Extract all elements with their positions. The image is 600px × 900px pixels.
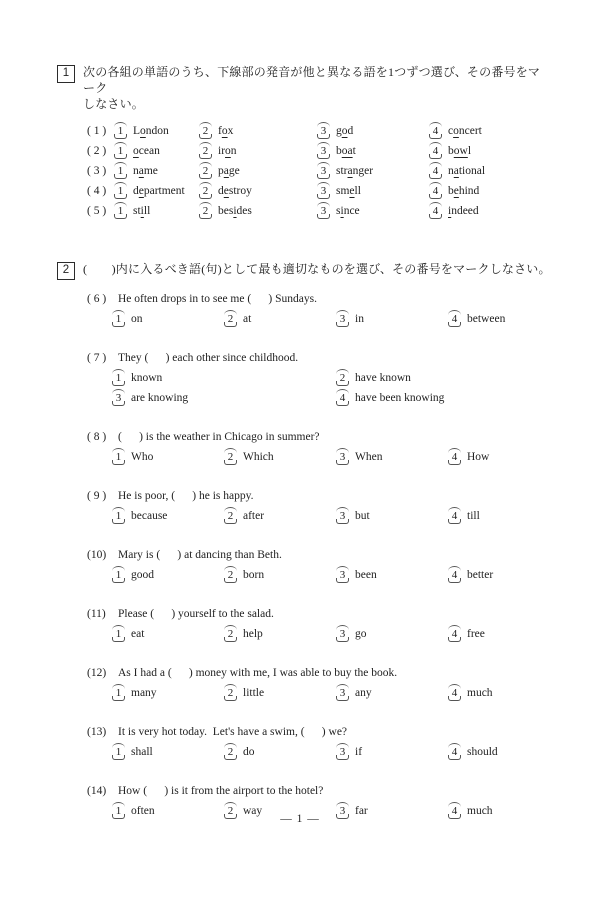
word-prefix: d [218,185,224,197]
question-text: Please ( ) yourself to the salad. [118,608,274,620]
choice-option [113,626,225,642]
choice-word: in [355,313,364,325]
question-sentence [57,291,552,307]
choice-word: do [243,746,255,758]
choice-option [337,685,449,701]
choice-word: many [131,687,157,699]
choice-word: free [467,628,485,640]
question-sentence [57,724,552,740]
question-number: (12) [87,667,107,679]
choice-word [448,205,479,217]
word-prefix: str [336,165,348,177]
choice-option [318,185,430,197]
choice-word: shall [131,746,153,758]
choice-word [336,145,356,157]
choice-option [225,508,337,524]
choice-option [430,145,552,157]
question-sentence [57,350,552,366]
choice-word: often [131,805,155,817]
choice-word: How [467,451,490,463]
word-underlined-part: e [223,185,229,197]
word-prefix: bes [218,205,234,217]
word-suffix: l [467,145,472,157]
question-block [57,429,552,465]
choice-word: at [243,313,252,325]
choice-word: but [355,510,370,522]
choice-number: 2 [225,510,236,522]
word-prefix: p [218,165,224,177]
section-1-pronunciation [57,64,552,225]
choice-word [218,145,237,157]
choice-number: 2 [200,125,211,137]
word-underlined-part: a [138,165,144,177]
choice-option [449,311,552,327]
word-suffix: t [352,145,356,157]
word-suffix: ge [228,165,240,177]
word-underlined-part: o [133,145,139,157]
section2-questions [57,291,552,819]
choice-number: 1 [113,569,124,581]
section-2-fill-in-blank [57,261,552,819]
word-suffix: x [227,125,234,137]
choice-word [133,145,160,157]
choice-word: because [131,510,168,522]
question-sentence [57,429,552,445]
question-number: ( 2 ) [87,145,107,157]
choice-word: go [355,628,367,640]
choice-word [218,165,240,177]
choice-number: 2 [200,205,211,217]
choice-word: way [243,805,263,817]
word-underlined-part: a [347,165,353,177]
choice-word [133,185,185,197]
question-block [57,291,552,327]
word-suffix: tional [458,165,486,177]
choice-number: 1 [113,746,124,758]
word-underlined-part: i [233,205,237,217]
section2-number-box: 2 [57,262,75,280]
choice-number: 4 [337,392,348,404]
word-underlined-part: o [221,125,228,137]
word-prefix: f [218,125,222,137]
question-block [57,724,552,760]
choice-word: have been knowing [355,392,445,404]
pronunciation-row [57,145,552,165]
choice-number: 3 [318,185,329,197]
page-content [57,64,552,842]
section2-instruction: ( )内に入るべき語(句)として最も適切なものを選び、その番号をマークしなさい。 [83,262,551,276]
question-text: He is poor, ( ) he is happy. [118,490,254,502]
choice-option [225,626,337,642]
word-prefix: b [336,145,342,157]
question-text: Mary is ( ) at dancing than Beth. [118,549,282,561]
choice-number: 2 [225,451,236,463]
choice-number: 4 [430,185,441,197]
question-number: ( 1 ) [87,125,107,137]
question-number: (13) [87,726,107,738]
choice-word [336,125,353,137]
choice-number: 4 [430,165,441,177]
choice-option [225,567,337,583]
question-number: ( 3 ) [87,165,107,177]
word-suffix: ll [143,205,151,217]
word-suffix: n [230,145,237,157]
choice-word: When [355,451,383,463]
word-suffix: stroy [228,185,252,197]
choice-number: 4 [449,746,460,758]
word-prefix: d [133,185,139,197]
section1-rows [57,125,552,225]
choice-word [133,205,150,217]
choice-number: 3 [337,628,348,640]
section1-instruction-line2: しなさい。 [83,97,145,111]
choice-word [218,125,233,137]
choice-number: 3 [337,313,348,325]
choice-word: if [355,746,363,758]
choice-word: known [131,372,163,384]
question-block [57,606,552,642]
choice-option [337,311,449,327]
question-number: ( 7 ) [87,352,107,364]
choices-row [57,508,552,524]
section1-header [57,64,552,112]
choices-row [57,626,552,642]
choice-word: help [243,628,263,640]
word-underlined-part: o [225,145,231,157]
choice-option [318,125,430,137]
question-number: (10) [87,549,107,561]
question-number: ( 6 ) [87,293,107,305]
pronunciation-row [57,165,552,185]
word-suffix: partment [143,185,185,197]
choice-number: 2 [225,746,236,758]
choice-number: 3 [318,125,329,137]
choice-option [113,567,225,583]
word-prefix: st [133,205,141,217]
pronunciation-row [57,205,552,225]
word-suffix: ndeed [451,205,479,217]
word-underlined-part: ow [453,145,468,157]
choice-option [337,390,552,406]
choice-number: 1 [115,165,126,177]
section1-instruction [83,64,552,112]
choice-word: till [467,510,480,522]
choice-word: born [243,569,265,581]
choice-word [448,165,485,177]
word-prefix: sm [336,185,350,197]
choices-row [57,370,552,406]
choice-option [113,370,198,386]
choice-option [449,508,552,524]
choice-number: 1 [113,687,124,699]
choice-number: 4 [430,145,441,157]
section2-header [57,261,552,280]
choice-word: much [467,805,493,817]
choice-option [115,185,200,197]
word-underlined-part: e [138,185,144,197]
choice-option [337,449,449,465]
choice-option [337,567,449,583]
choice-option [225,449,337,465]
choice-number: 2 [225,805,236,817]
choice-option [113,311,225,327]
word-underlined-part: i [340,205,344,217]
section1-instruction-line1: 次の各組の単語のうち、下線部の発音が他と異なる語を1つずつ選び、その番号をマーク [83,65,541,95]
choice-word [218,205,252,217]
question-number: (14) [87,785,107,797]
word-prefix: b [448,145,454,157]
word-suffix: cean [138,145,160,157]
word-prefix: L [133,125,141,137]
choice-option [318,165,430,177]
choice-option [115,125,200,137]
word-suffix: ndon [145,125,169,137]
choice-option [200,125,318,137]
choices-row [57,567,552,583]
choice-option [449,449,552,465]
word-suffix: ncert [458,125,482,137]
choice-number: 3 [337,687,348,699]
choice-option [200,165,318,177]
choices-row [57,744,552,760]
question-sentence [57,665,552,681]
word-suffix: nce [343,205,360,217]
choice-number: 2 [200,145,211,157]
choice-number: 1 [113,628,124,640]
choice-word [218,185,252,197]
word-prefix: g [336,125,342,137]
question-number: ( 4 ) [87,185,107,197]
choice-number: 4 [449,313,460,325]
choice-word: much [467,687,493,699]
choice-option [337,508,449,524]
choice-number: 4 [449,451,460,463]
choice-number: 4 [449,569,460,581]
word-suffix: me [143,165,158,177]
word-suffix: nger [352,165,374,177]
choice-number: 2 [200,165,211,177]
choice-option [430,185,552,197]
choice-number: 1 [115,145,126,157]
choice-number: 2 [225,687,236,699]
choice-option [200,185,318,197]
choice-word: between [467,313,506,325]
choice-option [115,145,200,157]
choice-option [225,744,337,760]
pronunciation-row [57,185,552,205]
choice-number: 3 [337,451,348,463]
choice-option [200,205,318,217]
choice-number: 3 [337,805,348,817]
choice-word [133,165,158,177]
word-underlined-part: i [140,205,144,217]
word-prefix: s [336,205,341,217]
question-text: How ( ) is it from the airport to the hotel? [118,785,324,797]
choice-word: Who [131,451,154,463]
choice-option [337,744,449,760]
choice-number: 2 [225,628,236,640]
choice-word: far [355,805,368,817]
choice-option [200,145,318,157]
choice-word: on [131,313,143,325]
choice-option [115,205,200,217]
choice-word: eat [131,628,145,640]
pronunciation-row [57,125,552,145]
section1-number-box: 1 [57,65,75,83]
choice-option [430,205,552,217]
choice-option [318,145,430,157]
choice-number: 1 [115,185,126,197]
choice-option [318,205,430,217]
question-sentence [57,606,552,622]
choice-word: little [243,687,265,699]
choice-word: have known [355,372,411,384]
choice-number: 1 [115,125,126,137]
word-prefix: c [448,125,454,137]
word-prefix: b [448,185,454,197]
choice-number: 3 [113,392,124,404]
word-prefix: n [133,165,139,177]
choice-number: 4 [430,205,441,217]
choice-word: been [355,569,377,581]
question-block [57,665,552,701]
choice-word: after [243,510,265,522]
choice-number: 3 [318,205,329,217]
choice-word: better [467,569,494,581]
word-prefix: n [448,165,454,177]
question-number: ( 9 ) [87,490,107,502]
choice-option [337,370,455,386]
word-underlined-part: i [448,205,452,217]
choices-row [57,449,552,465]
choice-option [430,165,552,177]
choice-word [336,165,373,177]
choice-number: 3 [337,746,348,758]
choice-option [449,685,552,701]
word-underlined-part: e [349,185,355,197]
word-underlined-part: o [453,125,459,137]
choice-word: are knowing [131,392,189,404]
word-underlined-part: oa [341,145,353,157]
choice-number: 3 [337,569,348,581]
choice-number: 1 [113,805,124,817]
choice-number: 2 [337,372,348,384]
word-underlined-part: a [223,165,229,177]
word-underlined-part: o [140,125,146,137]
choice-number: 3 [318,145,329,157]
choice-number: 1 [113,451,124,463]
choice-number: 1 [113,372,124,384]
choice-option [225,685,337,701]
choices-row [57,685,552,701]
choice-word: Which [243,451,274,463]
choice-option [225,311,337,327]
choice-word [448,145,471,157]
choice-number: 4 [449,687,460,699]
choice-number: 2 [225,313,236,325]
choice-number: 4 [449,510,460,522]
choice-option [449,567,552,583]
choice-number: 2 [225,569,236,581]
question-sentence [57,547,552,563]
choices-row [57,311,552,327]
question-sentence [57,488,552,504]
question-text: He often drops in to see me ( ) Sundays. [118,293,317,305]
choice-number: 3 [318,165,329,177]
word-underlined-part: o [341,125,348,137]
word-suffix: hind [458,185,480,197]
choice-number: 3 [337,510,348,522]
word-prefix: ir [218,145,226,157]
question-block [57,350,552,406]
choice-option [113,508,225,524]
choice-option [115,165,200,177]
choice-word: good [131,569,154,581]
word-underlined-part: e [453,185,459,197]
choice-option [113,390,225,406]
choice-number: 1 [113,313,124,325]
question-block [57,547,552,583]
choice-option [449,744,552,760]
question-text: They ( ) each other since childhood. [118,352,299,364]
question-text: ( ) is the weather in Chicago in summer? [118,431,320,443]
word-suffix: d [347,125,354,137]
choice-option [337,626,449,642]
choice-option [113,685,225,701]
choice-word [336,205,360,217]
question-number: ( 8 ) [87,431,107,443]
question-text: As I had a ( ) money with me, I was able to buy the book. [118,667,398,679]
choice-word [448,125,482,137]
choice-number: 1 [115,205,126,217]
choice-word [133,125,169,137]
choice-number: 4 [430,125,441,137]
choice-number: 4 [449,805,460,817]
choice-number: 1 [113,510,124,522]
choice-word: any [355,687,372,699]
word-suffix: des [236,205,252,217]
question-text: It is very hot today. Let's have a swim, ( ) we? [118,726,348,738]
choice-number: 4 [449,628,460,640]
page-number: — 1 — [280,813,320,825]
choice-number: 2 [200,185,211,197]
question-number: ( 5 ) [87,205,107,217]
question-sentence [57,783,552,799]
choice-word [448,185,479,197]
choice-option [113,744,225,760]
question-number: (11) [87,608,106,620]
question-block [57,488,552,524]
choice-option [449,626,552,642]
choice-option [113,449,225,465]
choice-word [336,185,361,197]
word-suffix: ll [354,185,361,197]
choice-option [430,125,552,137]
word-underlined-part: a [453,165,459,177]
choice-word: should [467,746,498,758]
